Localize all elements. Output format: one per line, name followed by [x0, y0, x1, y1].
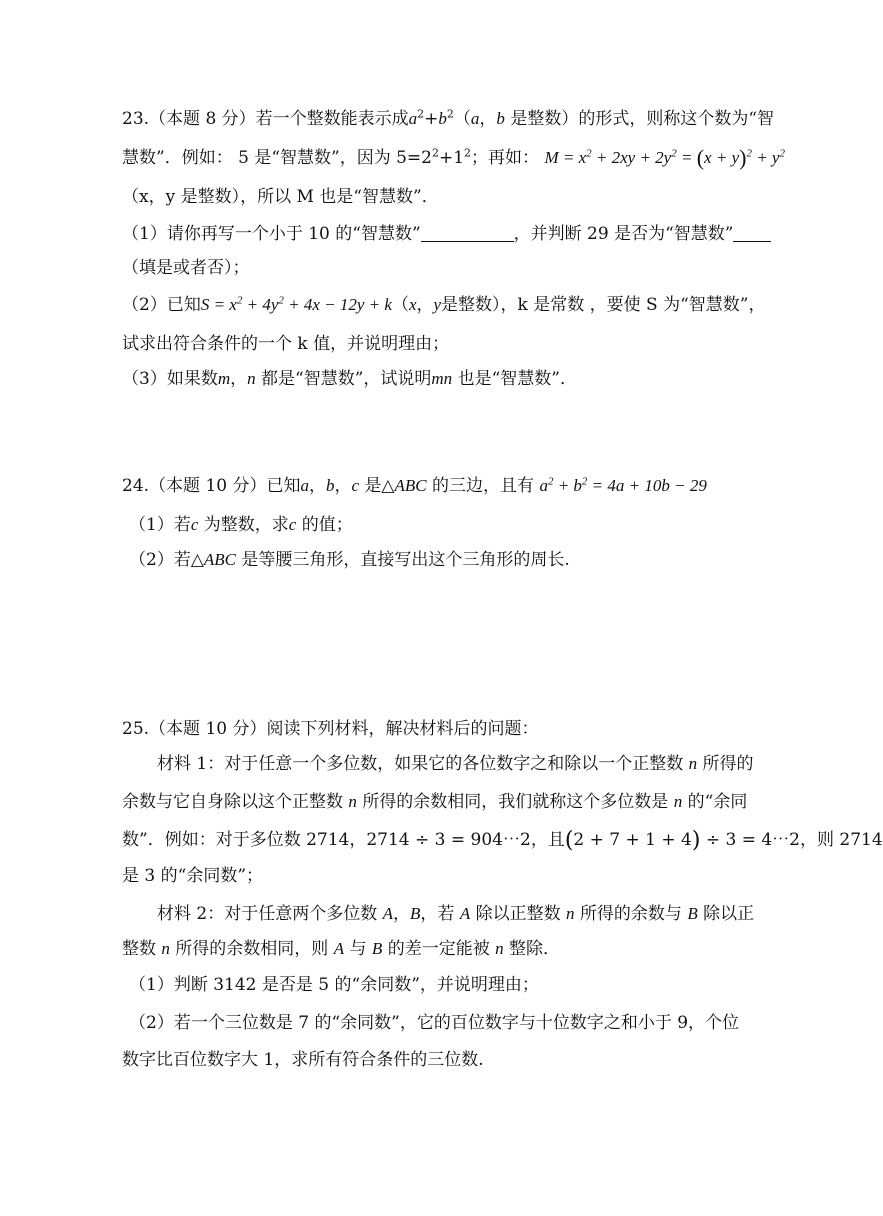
q23-part-3: [122, 367, 577, 391]
q25-part-2: （2）若一个三位数是 7 的“余同数”，它的百位数字与十位数字之和小于 9，个位: [129, 1013, 740, 1033]
q25-part-1: （1）判断 3142 是否是 5 的“余同数”，并说明理由；: [129, 975, 539, 995]
q25-material-2-line-2: [122, 937, 560, 961]
q25-m1-text-4: 所得的余数相同，我们就称这个多位数是: [362, 792, 669, 812]
q23-intro-text-end: 是整数）的形式，则称这个数为“智: [504, 109, 775, 129]
var-A: A: [382, 904, 394, 923]
q24-line-1: 24.（本题 10 分）已知a，b，c 是△ABC 的三边，且有 $a^2 + b^2 = 4a + 10b - 29$: [122, 475, 707, 496]
q25-m1-text-6: 数”．例如：对于多位数 2714，: [122, 830, 367, 850]
var-a: a: [408, 109, 418, 128]
q25-m1-text-8: ，则 2714: [799, 830, 883, 850]
var-A: A: [459, 904, 471, 923]
q24-intro-text: 24.（本题 10 分）已知: [122, 476, 301, 496]
q24-part-2: [129, 548, 570, 572]
var-y: y: [433, 295, 442, 314]
comma: ，: [230, 369, 248, 389]
q23-part-1-text: （1）请你再写一个小于 10 的“智慧数”: [122, 224, 421, 244]
q23-example-text: 慧数”．例如： 5 是“智慧数”，因为 5=2: [122, 148, 432, 168]
var-b: b: [496, 109, 505, 128]
q23-example-text-2: ；再如：: [471, 148, 540, 168]
q25-m2-text-9: 的差一定能被: [382, 939, 490, 959]
q23-part-3-text-3: 也是“智慧数”．: [452, 369, 577, 389]
s-equation: $S = x^2 + 4y^2 + 4x - 12y + k$: [200, 294, 392, 314]
q24-part-1-text-2: 为整数，求: [198, 515, 289, 535]
q24-part-2-text-2: 是等腰三角形，直接写出这个三角形的周长.: [236, 550, 570, 570]
var-b: b: [438, 109, 447, 128]
q25-part-2-line-2: 数字比百位数字大 1，求所有符合条件的三位数.: [122, 1050, 484, 1070]
var-c: c: [351, 476, 360, 495]
comma: ，: [479, 109, 497, 129]
q23-part-1-note: （填是或者否）；: [122, 258, 250, 278]
q25-material-2: 材料 2：对于任意两个多位数 A，B，若 A 除以正整数 n 所得的余数与 B 除以正: [157, 904, 755, 924]
q25-material-1-line-2: [122, 790, 747, 814]
answer-blank-2[interactable]: [733, 223, 771, 242]
q25-m1-text: 材料 1：对于任意一个多位数，如果它的各位数字之和除以一个正整数: [157, 754, 684, 774]
var-B: B: [371, 939, 383, 958]
q23-part-2-line-2: 试求出符合条件的一个 k 值，并说明理由；: [122, 334, 450, 354]
q25-m1-text-3: 余数与它自身除以这个正整数: [122, 792, 343, 812]
q23-line-2: 慧数”．例如： 5 是“智慧数”，因为 $5=2^2+1^2$；再如： $M = x^2 + 2xy + 2y^2 = (x + y)^2 + y^2$: [122, 145, 785, 170]
q25-m2-text-5: 除以正: [697, 904, 755, 924]
triangle-abc: ABC: [394, 476, 427, 495]
var-n: n: [673, 792, 683, 811]
q24-equation: $a^2 + b^2 = 4a + 10b - 29$: [539, 475, 707, 495]
var-m: m: [217, 369, 231, 388]
var-b: b: [325, 476, 335, 495]
q25-material-1-line-4: 是 3 的“余同数”；: [122, 866, 264, 886]
q25-m2-text: 材料 2：对于任意两个多位数: [157, 904, 378, 924]
var-n: n: [495, 939, 504, 958]
var-mn: mn: [431, 369, 453, 388]
var-n: n: [688, 754, 698, 773]
var-B: B: [687, 904, 698, 923]
division-digit-sum: (2 + 7 + 1 + 4) ÷ 3 = 4⋯2: [564, 828, 800, 853]
q23-part-2-text: （2）已知: [122, 295, 201, 315]
q25-material-1-line-3: [122, 828, 883, 852]
q23-part-2-text-2: 是整数），k 是常数 ，要使 S 为“智慧数”，: [441, 295, 766, 315]
answer-blank-1[interactable]: [421, 223, 514, 242]
q25-m2-text-3: 除以正整数: [470, 904, 561, 924]
division-2714: 2714 ÷ 3 = 904⋯2: [366, 830, 531, 850]
var-B: B: [410, 904, 421, 923]
q23-line-3: （x，y 是整数），所以 M 也是“智慧数”．: [122, 187, 439, 207]
q23-part-2: [122, 293, 766, 317]
var-a: a: [470, 109, 480, 128]
q25-m1-text-2: 所得的: [702, 754, 754, 774]
q24-part-2-text: （2）若△: [129, 550, 204, 570]
triangle-abc: ABC: [203, 550, 236, 569]
q25-material-1: [157, 752, 754, 776]
q25-m2-text-2: ，若: [420, 904, 455, 924]
q25-m2-text-6: 整数: [122, 939, 156, 959]
q25-m2-text-10: 整除．: [503, 939, 561, 959]
q23-part-1: [122, 222, 771, 246]
q24-part-1-text-3: 的值；: [296, 515, 353, 535]
var-n: n: [348, 792, 357, 811]
m-equation: $M = x^2 + 2xy + 2y^2 = (x + y)^2 + y^2$: [544, 145, 785, 170]
var-n: n: [566, 904, 575, 923]
var-n: n: [247, 369, 256, 388]
q23-example-plus: +1: [438, 148, 465, 168]
q23-part-3-text-2: 都是“智慧数”，试说明: [255, 369, 432, 389]
q25-m1-text-7: ，且: [530, 830, 565, 850]
paren-open: （: [453, 109, 471, 129]
var-c: c: [288, 515, 297, 534]
q25-m1-text-5: 的“余同: [687, 792, 748, 812]
paren-open: （: [391, 295, 409, 315]
q23-intro-text: 23.（本题 8 分）若一个整数能表示成: [122, 109, 409, 129]
q24-part-1-text: （1）若: [129, 515, 191, 535]
var-c: c: [190, 515, 199, 534]
q25-m2-text-4: 所得的余数与: [579, 904, 682, 924]
var-x: x: [408, 295, 417, 314]
q25-m2-text-7: 所得的余数相同，则: [175, 939, 329, 959]
q24-part-1: [129, 513, 353, 537]
q24-text-3: 的三边，且有: [426, 476, 535, 496]
var-A: A: [333, 939, 345, 958]
comma: ，: [416, 295, 434, 315]
var-n: n: [161, 939, 170, 958]
q23-line-1: 23.（本题 8 分）若一个整数能表示成$a^2+b^2(a$，b 是整数）的形式，则称这个数为“智: [122, 107, 775, 129]
q23-part-1-text-2: ，并判断 29 是否为“智慧数”: [513, 224, 734, 244]
q25-m2-text-8: 与: [344, 939, 367, 959]
q25-line-1: 25.（本题 10 分）阅读下列材料，解决材料后的问题：: [122, 719, 539, 739]
var-a: a: [300, 476, 309, 495]
q24-text-2: 是△: [359, 476, 395, 496]
q23-part-3-text: （3）如果数: [122, 369, 218, 389]
